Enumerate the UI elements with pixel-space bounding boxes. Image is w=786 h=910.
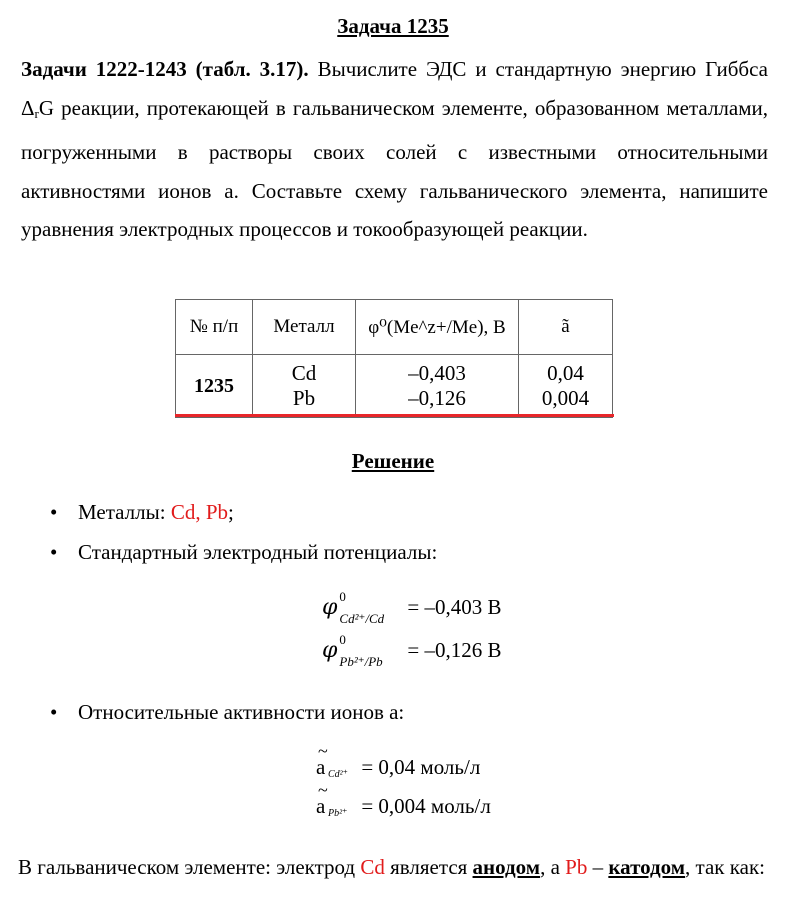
potential-cd: –0,403 bbox=[408, 361, 466, 385]
potential-pb: –0,126 bbox=[408, 386, 466, 410]
row-activities bbox=[519, 355, 613, 418]
phi-symbol: φ bbox=[322, 638, 338, 663]
activities-label: Относительные активности ионов a: bbox=[78, 700, 405, 724]
statement-lead: Задачи 1222-1243 (табл. 3.17). bbox=[21, 57, 309, 81]
table-row bbox=[176, 355, 613, 418]
bullet-dot-icon: • bbox=[50, 500, 58, 524]
metal-cd: Cd bbox=[291, 361, 317, 385]
final-text-2: является bbox=[384, 855, 473, 879]
final-pb: Pb bbox=[565, 855, 588, 879]
final-text-4: – bbox=[587, 855, 609, 879]
phi-pb-value: = –0,126 В bbox=[407, 638, 502, 662]
phi-symbol: φ bbox=[322, 595, 338, 620]
final-paragraph bbox=[18, 848, 768, 886]
a-pb-value: = 0,004 моль/л bbox=[361, 794, 491, 818]
activity-pb: 0,004 bbox=[541, 386, 590, 410]
statement-subscript-r: r bbox=[34, 105, 39, 121]
header-potential: φ⁰(Me^z+/Me), В bbox=[356, 300, 519, 355]
header-metal: Металл bbox=[253, 300, 356, 355]
formula-a-cd: ~ a Cd²⁺ = 0,04 моль/л bbox=[316, 741, 481, 780]
problem-statement bbox=[21, 50, 768, 249]
bullet-dot-icon: • bbox=[50, 540, 58, 564]
metals-label: Металлы: bbox=[78, 500, 171, 524]
table-red-rule bbox=[175, 414, 614, 417]
final-text-3: , а bbox=[540, 855, 566, 879]
row-potentials bbox=[356, 355, 519, 418]
tilde-icon: ~ bbox=[318, 741, 328, 761]
statement-text-2: G реакции, протекающей в гальваническом элементе, образованном металлами, погруженными в растворы своих солей с известными относительными активностями ионов a. Составьте схему гальванического элемента, напишите уравнения электродных процессов и токообразующей реакции. bbox=[21, 95, 768, 241]
phi-superscript: 0 bbox=[339, 589, 346, 604]
phi-pb-subscript: Pb²⁺/Pb bbox=[339, 654, 383, 669]
header-number: № п/п bbox=[176, 300, 253, 355]
problem-title: Задача 1235 bbox=[337, 14, 449, 38]
phi-cd-subscript: Cd²⁺/Cd bbox=[339, 611, 385, 626]
final-cathode: катодом bbox=[608, 855, 686, 879]
a-pb-subscript: Pb²⁺ bbox=[328, 808, 348, 819]
data-table bbox=[175, 299, 613, 418]
potentials-label: Стандартный электродный потенциалы: bbox=[78, 540, 438, 564]
a-cd-value: = 0,04 моль/л bbox=[361, 755, 481, 779]
activity-cd: 0,04 bbox=[547, 361, 584, 385]
final-text-1: В гальваническом элементе: электрод bbox=[18, 855, 361, 879]
row-metals bbox=[253, 355, 356, 418]
formula-phi-cd bbox=[322, 589, 502, 626]
table-header-row bbox=[176, 300, 613, 355]
metals-value: Cd, Pb bbox=[170, 500, 228, 524]
phi-cd-value: = –0,403 В bbox=[407, 595, 502, 619]
final-text-5: , так как: bbox=[685, 855, 765, 879]
metal-pb: Pb bbox=[292, 386, 316, 410]
bullet-dot-icon: • bbox=[50, 700, 58, 724]
metals-end: ; bbox=[228, 500, 234, 524]
final-anode: анодом bbox=[472, 855, 541, 879]
row-number: 1235 bbox=[176, 355, 253, 418]
solution-title: Решение bbox=[351, 449, 435, 473]
tilde-icon: ~ bbox=[318, 780, 328, 800]
final-cd: Cd bbox=[360, 855, 385, 879]
header-activity: ã bbox=[519, 300, 613, 355]
phi-superscript: 0 bbox=[339, 632, 346, 647]
a-cd-subscript: Cd²⁺ bbox=[328, 769, 348, 780]
formula-a-pb: ~ a Pb²⁺ = 0,004 моль/л bbox=[316, 780, 491, 819]
formula-phi-pb bbox=[322, 632, 502, 669]
statement-text-1: Вычислите ЭДС и стандартную энергию Гиббса Δ bbox=[21, 57, 768, 120]
